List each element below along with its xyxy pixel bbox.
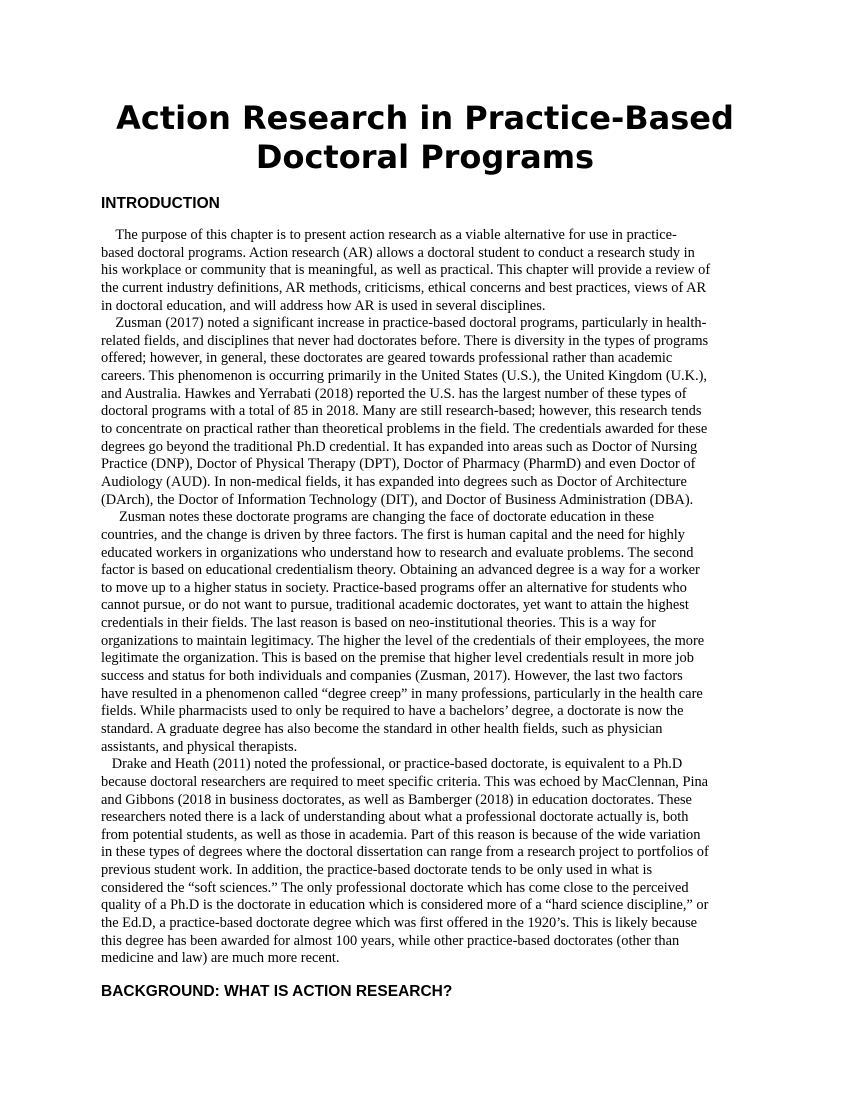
text-line: Zusman notes these doctorate programs are changing the face of doctorate education in these (101, 509, 655, 526)
text-line: in doctoral education, and will address how AR is used in several disciplines. (101, 297, 546, 314)
text-line: Drake and Heath (2011) noted the professional, or practice-based doctorate, is equivalent to a Ph.D (101, 756, 683, 773)
text-line: his workplace or community that is meaningful, as well as practical. This chapter will provide a review of (101, 262, 711, 279)
text-line: organizations to maintain legitimacy. The higher the level of the credentials of their employees, the more (101, 632, 705, 649)
text-line: cannot pursue, or do not want to pursue, traditional academic doctorates, yet want to attain the highest (101, 597, 689, 614)
text-line: related fields, and disciplines that never had doctorates before. There is diversity in the types of programs (101, 332, 709, 349)
title-line: Action Research in Practice-Based (116, 99, 734, 137)
text-line: medicine and law) are much more recent. (101, 950, 340, 967)
text-line: and Australia. Hawkes and Yerrabati (2018) reported the U.S. has the largest number of these types of (101, 385, 687, 402)
text-line: fields. While pharmacists used to only be required to have a bachelors’ degree, a doctorate is now the (101, 703, 684, 720)
text-line: previous student work. In addition, the practice-based doctorate tends to be only used in what is (101, 862, 653, 879)
text-line: the Ed.D, a practice-based doctorate degree which was first offered in the 1920’s. This is likely because (101, 914, 698, 931)
text-line: Audiology (AUD). In non-medical fields, it has expanded into degrees such as Doctor of Architecture (101, 473, 687, 490)
text-line: based doctoral programs. Action research (AR) allows a doctoral student to conduct a research study in (101, 244, 695, 261)
text-line: from potential students, as well as those in academia. Part of this reason is because of the wide variation (101, 826, 701, 843)
text-line: The purpose of this chapter is to present action research as a viable alternative for use in practice- (101, 227, 677, 243)
text-line: credentials in their fields. The last reason is based on neo-institutional theories. This is a way for (101, 615, 656, 632)
text-line: offered; however, in general, these doctorates are geared towards professional rather than academic (101, 350, 673, 367)
introduction-body (101, 227, 761, 968)
text-line: assistants, and physical therapists. (101, 738, 298, 755)
text-line: Zusman (2017) noted a significant increase in practice-based doctoral programs, particularly in health- (101, 315, 707, 332)
text-line: considered the “soft sciences.” The only professional doctorate which has come close to the perceived (101, 879, 689, 896)
text-line: (DArch), the Doctor of Information Technology (DIT), and Doctor of Business Administration (DBA). (101, 491, 694, 508)
text-line: doctoral programs with a total of 85 in 2018. Many are still research-based; however, this research tends (101, 403, 702, 420)
paragraph-zusman-increase (101, 315, 761, 509)
section-heading-introduction: INTRODUCTION (101, 195, 220, 212)
text-line: careers. This phenomenon is occurring primarily in the United States (U.S.), the United Kingdom (U.K.), (101, 368, 708, 385)
text-line: legitimate the organization. This is based on the premise that higher level credentials result in more job (101, 650, 694, 667)
text-line: and Gibbons (2018 in business doctorates, as well as Bamberger (2018) in education doctorates. These (101, 791, 692, 808)
text-line: to move up to a higher status in society. Practice-based programs offer an alternative for students who (101, 579, 687, 596)
text-line: researchers noted there is a lack of understanding about what a professional doctorate actually is, both (101, 809, 689, 826)
text-line: educated workers in organizations who understand how to research and evaluate problems. The second (101, 544, 694, 561)
text-line: standard. A graduate degree has also become the standard in other health fields, such as physician (101, 720, 663, 737)
text-line: in these types of degrees where the doctoral dissertation can range from a research project to portfolios of (101, 844, 709, 861)
paragraph-drake-heath (101, 756, 761, 968)
text-line: Practice (DNP), Doctor of Physical Therapy (DPT), Doctor of Pharmacy (PharmD) and even Doctor of (101, 456, 696, 473)
text-line: factor is based on educational credentialism theory. Obtaining an advanced degree is a way for a worker (101, 562, 700, 579)
text-line: countries, and the change is driven by three factors. The first is human capital and the need for highly (101, 526, 685, 543)
text-line: quality of a Ph.D is the doctorate in education which is considered more of a “hard science discipline,” or (101, 897, 709, 914)
text-line: because doctoral researchers are required to meet specific criteria. This was echoed by MacClennan, Pina (101, 773, 709, 790)
section-heading-background: BACKGROUND: WHAT IS ACTION RESEARCH? (101, 983, 453, 1000)
title-line: Doctoral Programs (255, 138, 595, 176)
text-line: to concentrate on practical rather than theoretical problems in the field. The credentials awarded for these (101, 421, 708, 438)
text-line: success and status for both individuals and companies (Zusman, 2017). However, the last two factors (101, 668, 683, 685)
text-line: the current industry definitions, AR methods, criticisms, ethical concerns and best practices, views of AR (101, 279, 707, 296)
text-line: degrees go beyond the traditional Ph.D credential. It has expanded into areas such as Doctor of Nursing (101, 438, 698, 455)
document-title (60, 99, 790, 177)
text-line: have resulted in a phenomenon called “degree creep” in many professions, particularly in the health care (101, 685, 703, 702)
paragraph-purpose (101, 227, 761, 315)
paragraph-three-factors (101, 509, 761, 756)
text-line: this degree has been awarded for almost 100 years, while other practice-based doctorates (other than (101, 932, 680, 949)
